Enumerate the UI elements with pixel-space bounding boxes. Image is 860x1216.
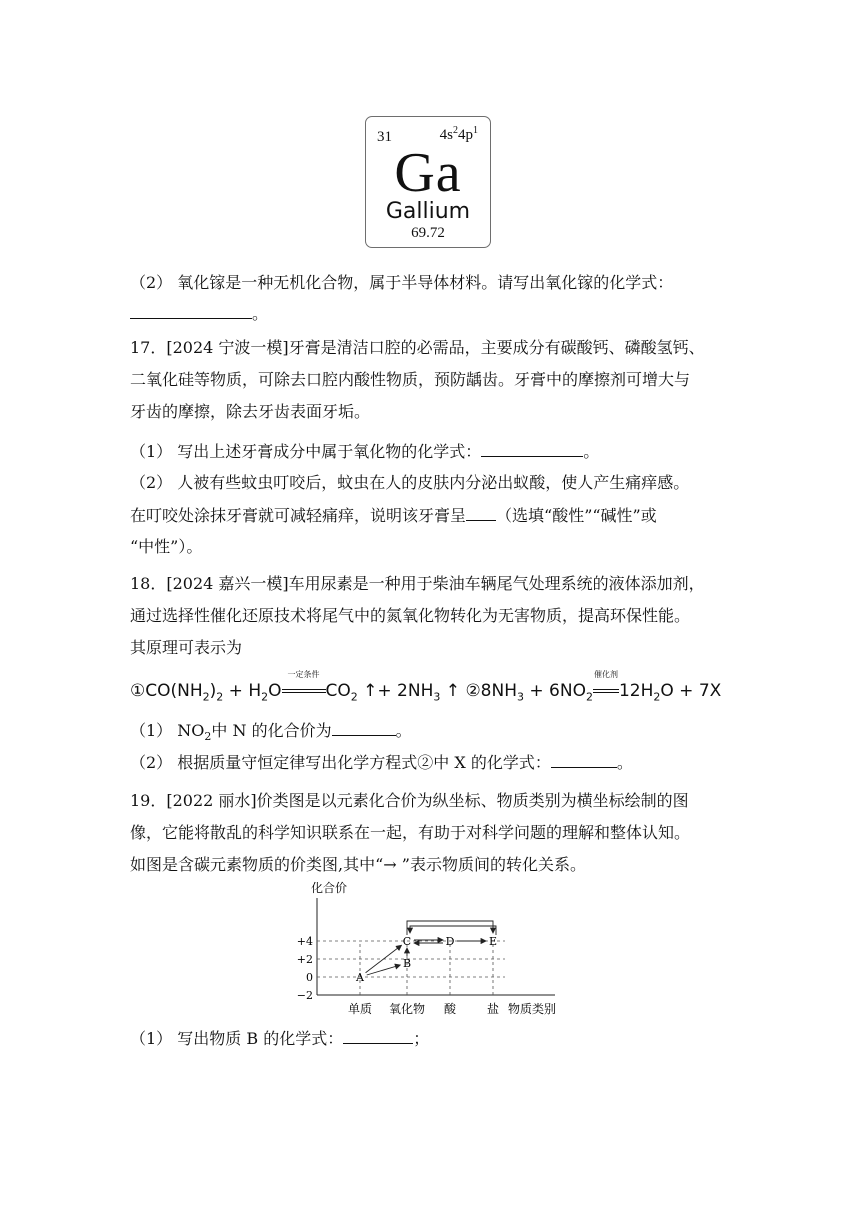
config-4p: 4p	[458, 127, 473, 143]
q17-sub2-text-b: （选填“酸性”“碱性”或	[496, 506, 657, 525]
q17-sub1-text: （1） 写出上述牙膏成分中属于氧化物的化学式：	[130, 442, 482, 461]
point-a: A	[356, 971, 364, 984]
point-c: C	[402, 935, 412, 948]
condition-arrow-2	[593, 670, 619, 701]
q18-sub2-text: （2） 根据质量守恒定律写出化学方程式②中 X 的化学式：	[130, 753, 551, 772]
q16-sub2-line	[130, 272, 673, 294]
q17-sub1-end: 。	[583, 442, 600, 461]
x-tick-label: 氧化物	[388, 1002, 426, 1016]
q19-line2: 像，它能将散乱的科学知识联系在一起，有助于对科学问题的理解和整体认知。	[130, 823, 691, 842]
q17-sub2-line2	[130, 504, 657, 527]
config-4s: 4s	[439, 127, 453, 143]
q16-sub2-text: （2） 氧化镓是一种无机化合物，属于半导体材料。请写出氧化镓的化学式：	[130, 273, 674, 292]
answer-blank[interactable]	[130, 302, 252, 319]
q19-line3: 如图是含碳元素物质的价类图,其中“→ ”表示物质间的转化关系。	[130, 855, 586, 874]
q19-sub1-end: ；	[413, 1029, 430, 1048]
point-d: D	[445, 935, 455, 948]
x-tick-label: 单质	[347, 1002, 373, 1016]
answer-blank[interactable]	[551, 751, 617, 768]
y-tick-label: +4	[296, 935, 313, 948]
y-tick-label: −2	[296, 989, 313, 1002]
q17-line2: 二氧化硅等物质，可除去口腔内酸性物质，预防龋齿。牙膏中的摩擦剂可增大与	[130, 370, 691, 389]
atomic-number: 31	[377, 129, 392, 145]
answer-blank[interactable]	[332, 719, 396, 736]
valence-category-chart	[290, 876, 580, 1025]
y-tick-label: 0	[306, 971, 313, 984]
condition-arrow-1	[282, 670, 326, 701]
point-b: B	[402, 957, 412, 970]
q17-line1: 17．[2024 宁波一模]牙膏是清洁口腔的必需品，主要成分有碳酸钙、磷酸氢钙、	[130, 338, 705, 357]
q18-sub1-text-a: （1） NO	[130, 721, 205, 740]
q18-line2: 通过选择性催化还原技术将尾气中的氮氧化物转化为无害物质，提高环保性能。	[130, 606, 691, 625]
q17-sub1	[130, 440, 599, 463]
condition-label-1: 一定条件	[287, 670, 320, 679]
x-axis-label: 物质类别	[508, 1002, 557, 1016]
point-e: E	[488, 935, 498, 948]
atomic-mass: 69.72	[411, 225, 445, 241]
q17-line3: 牙齿的摩擦，除去牙齿表面牙垢。	[130, 402, 371, 421]
q19-sub1	[130, 1027, 429, 1050]
q18-sub1-end: 。	[395, 721, 412, 740]
condition-label-2: 催化剂	[593, 670, 618, 679]
gallium-element-card	[365, 116, 491, 248]
q18-sub2	[130, 751, 633, 774]
answer-blank[interactable]	[481, 440, 583, 457]
q16-sub2-end: 。	[252, 304, 269, 323]
x-tick-label: 酸	[443, 1002, 457, 1016]
answer-blank[interactable]	[466, 504, 496, 521]
config-sup-1: 2	[453, 125, 458, 136]
arrow-c-e	[407, 921, 493, 935]
y-axis-label: 化合价	[311, 881, 348, 895]
arrow-e-c	[410, 926, 496, 935]
q17-sub2-text-a: 在叮咬处涂抹牙膏就可减轻痛痒，说明该牙膏呈	[130, 506, 467, 525]
q18-line3: 其原理可表示为	[130, 638, 243, 657]
y-tick-label: +2	[296, 953, 313, 966]
q18-sub2-end: 。	[616, 753, 633, 772]
chart-svg	[290, 876, 580, 1021]
element-name: Gallium	[385, 199, 471, 224]
q19-line1: 19．[2022 丽水]价类图是以元素化合价为纵坐标、物质类别为横坐标绘制的图	[130, 791, 689, 810]
answer-blank[interactable]	[343, 1027, 413, 1044]
element-symbol: Ga	[394, 142, 462, 204]
config-sup-2: 1	[473, 125, 478, 136]
arrow-a-b	[367, 965, 401, 975]
q18-sub1-text-b: 中 N 的化合价为	[211, 721, 332, 740]
x-tick-label: 盐	[486, 1002, 500, 1016]
chemical-equations: $①CO(NH_2)_2 + H_2O$ 一定条件 $CO_2$ ↑+ $2NH_3$ ↑ $②8NH_3 + 6NO_2$ 催化剂 $12H_2O + 7X$	[130, 670, 722, 704]
q18-line1: 18．[2024 嘉兴一模]车用尿素是一种用于柴油车辆尾气处理系统的液体添加剂，	[130, 574, 705, 593]
q16-sub2-answer	[130, 302, 268, 325]
q17-sub2-line1: （2） 人被有些蚊虫叮咬后，蚊虫在人的皮肤内分泌出蚁酸，使人产生痛痒感。	[130, 473, 690, 492]
q19-sub1-text: （1） 写出物质 B 的化学式：	[130, 1029, 344, 1048]
q18-sub1: （1） $NO_2$中 N 的化合价为 。	[130, 721, 412, 744]
q17-sub2-line3: “中性”）。	[130, 537, 203, 556]
